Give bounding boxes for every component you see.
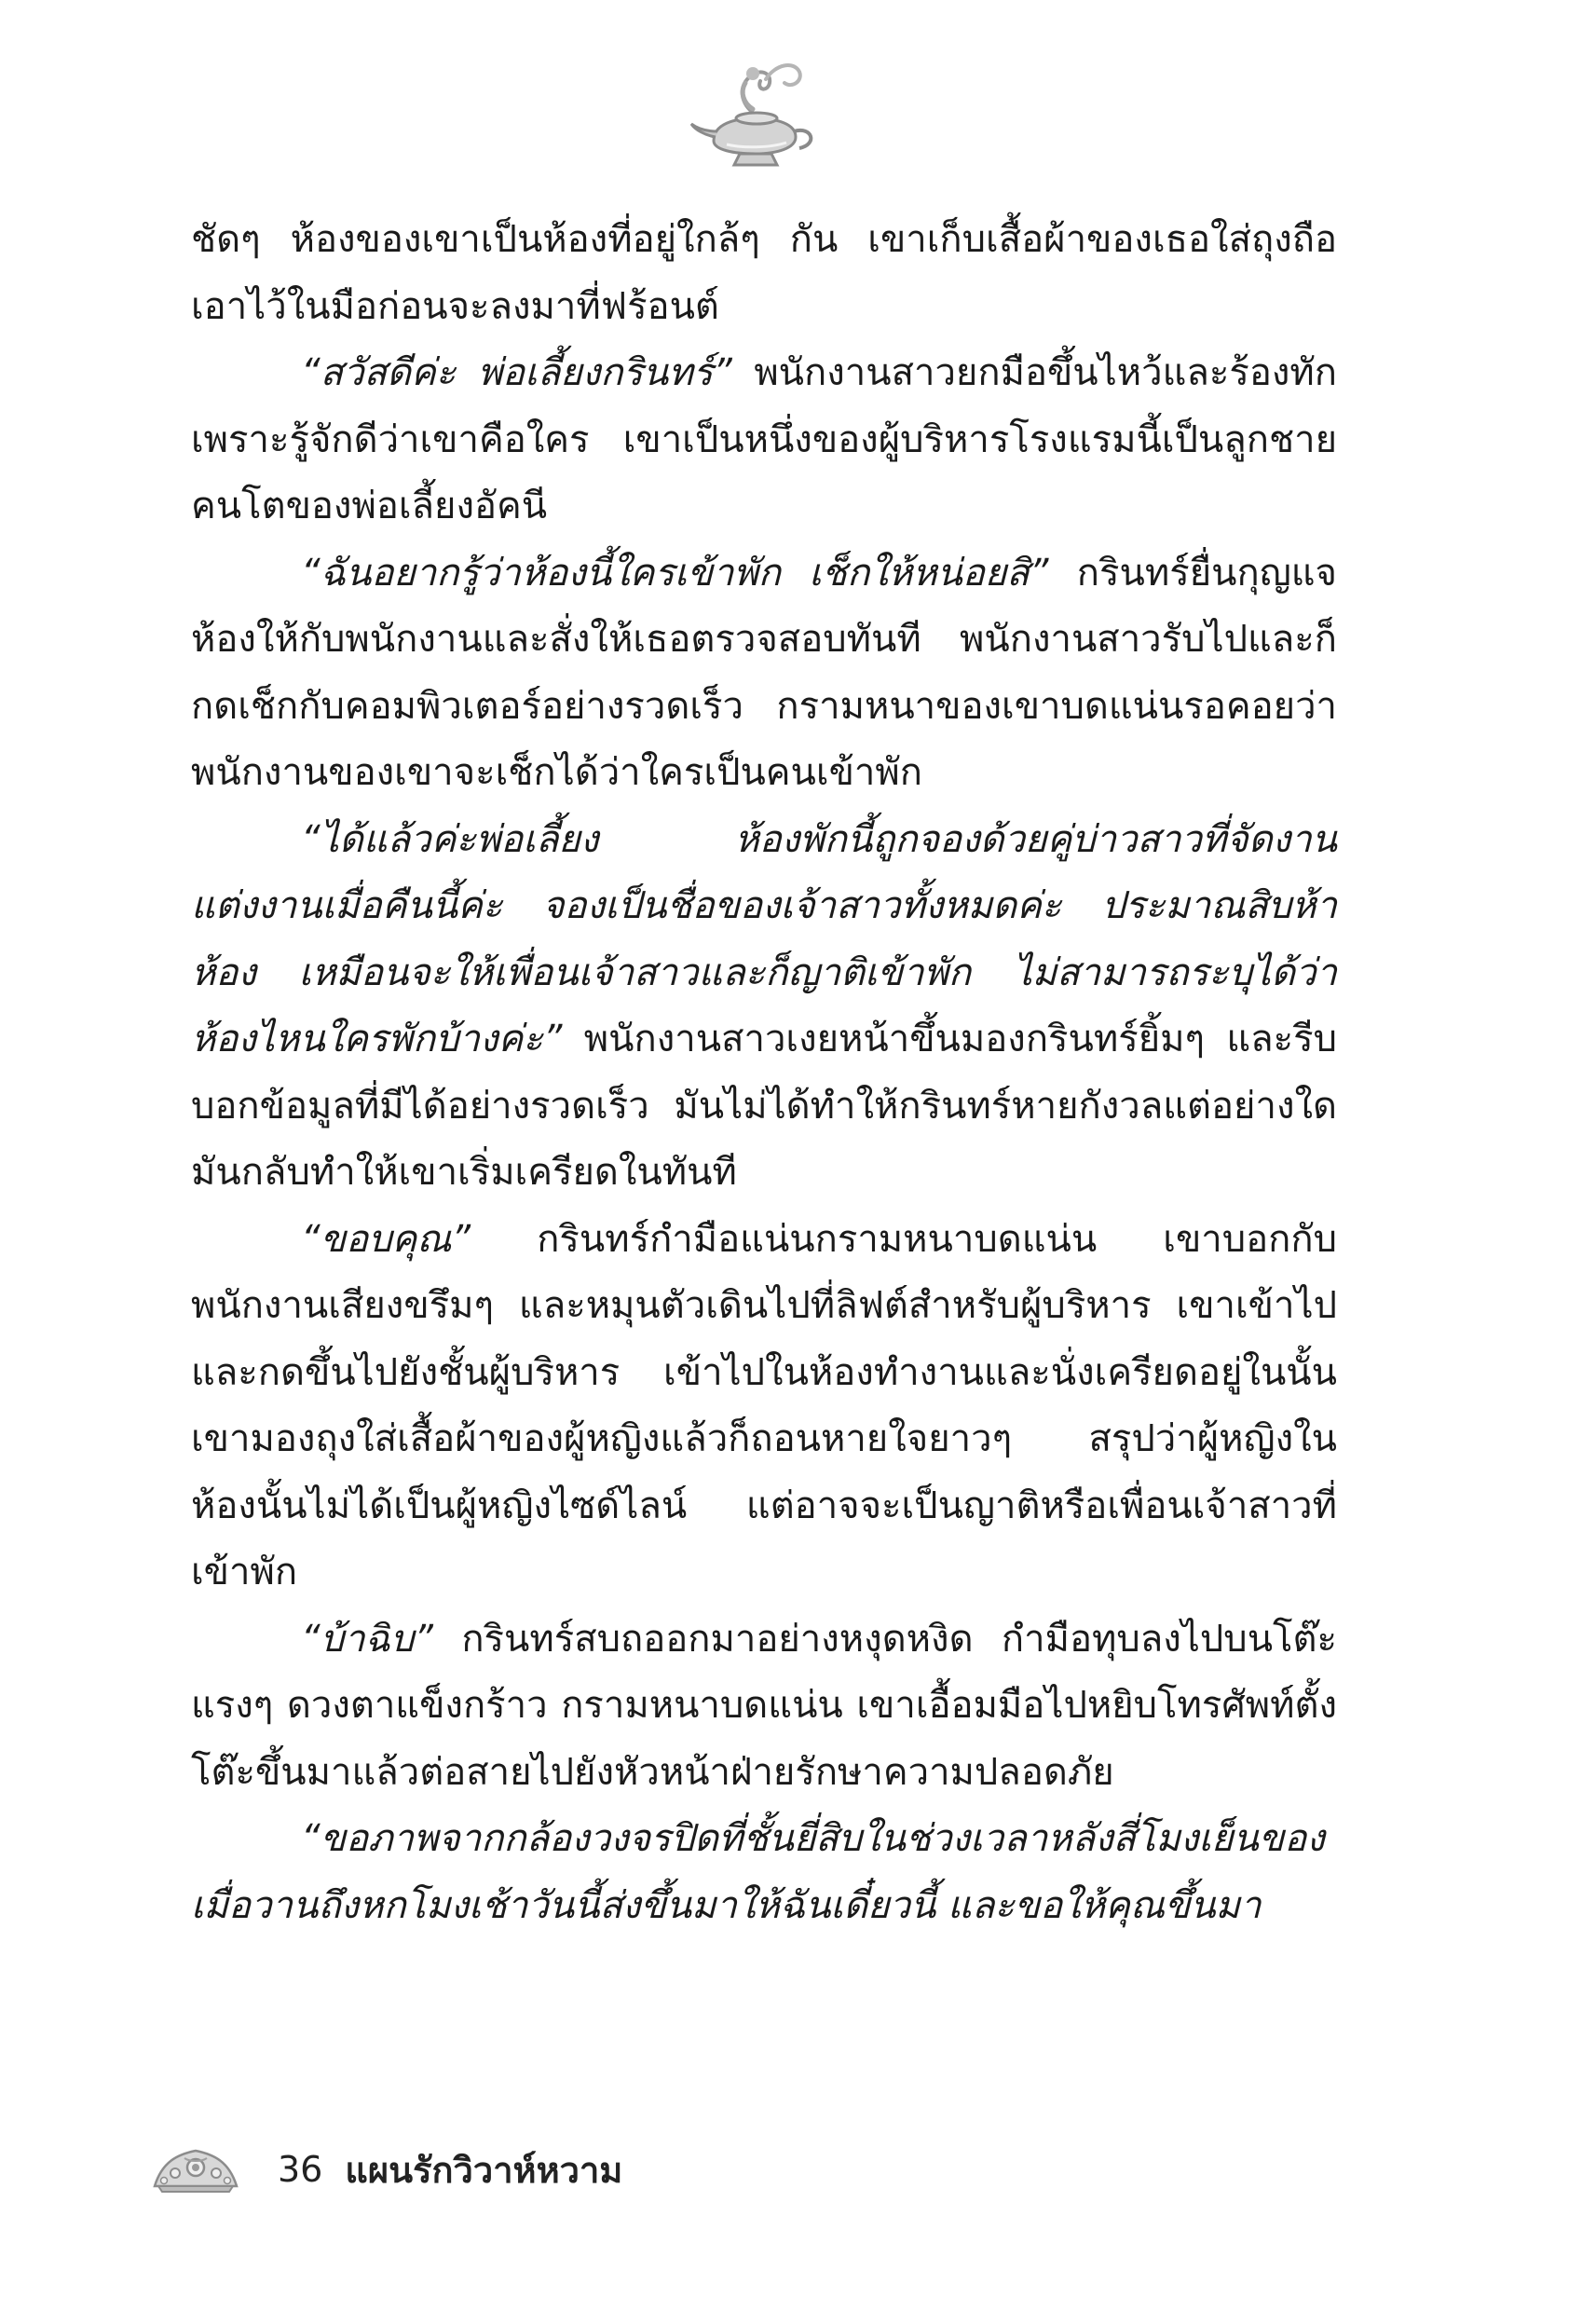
paragraph-text: ชัดๆ ห้องของเขาเป็นห้องที่อยู่ใกล้ๆ กัน เขาเก็บเสื้อผ้าของเธอใส่ถุงถือเอาไว้ในมือก่อนจะลงมาที่ฟร้อนต์ bbox=[191, 218, 1337, 328]
body-text bbox=[191, 207, 1337, 1939]
paragraph-text: พนักงานสาวยกมือขึ้นไหว้และร้องทัก เพราะรู้จักดีว่าเขาคือใคร เขาเป็นหนึ่งของผู้บริหารโรงแรมนี้เป็นลูกชายคนโตของพ่อเลี้ยงอัคนี bbox=[191, 351, 1337, 527]
dialogue-quote: “ขอบคุณ” bbox=[301, 1217, 471, 1261]
book-title: แผนรักวิวาห์หวาม bbox=[345, 2149, 623, 2191]
dialogue-quote: “ฉันอยากรู้ว่าห้องนี้ใครเข้าพัก เช็กให้หน่อยสิ” bbox=[301, 551, 1049, 595]
page-number: 36 bbox=[278, 2149, 323, 2190]
paragraph-6 bbox=[191, 1607, 1337, 1807]
paragraph-text: กรินทร์ยื่นกุญแจห้องให้กับพนักงานและสั่งให้เธอตรวจสอบทันที พนักงานสาวรับไปและก็กดเช็กกับคอมพิวเตอร์อย่างรวดเร็ว กรามหนาของเขาบดแน่นรอคอยว่าพนักงานของเขาจะเช็กได้ว่าใครเป็นคนเข้าพัก bbox=[191, 551, 1337, 794]
dialogue-quote: “ได้แล้วค่ะพ่อเลี้ยง ห้องพักนี้ถูกจองด้วยคู่บ่าวสาวที่จัดงานแต่งงานเมื่อคืนนี้ค่ะ จองเป็นชื่อของเจ้าสาวทั้งหมดค่ะ ประมาณสิบห้าห้อง เหมือนจะให้เพื่อนเจ้าสาวและก็ญาติเข้าพัก ไม่สามารถระบุได้ว่าห้องไหนใครพักบ้างค่ะ” bbox=[191, 817, 1337, 1060]
dialogue-quote: “ขอภาพจากกล้องวงจรปิดที่ชั้นยี่สิบในช่วงเวลาหลังสี่โมงเย็นของเมื่อวานถึงหกโมงเช้าวันนี้ส่งขึ้นมาให้ฉันเดี๋ยวนี้ และขอให้คุณขึ้นมา bbox=[191, 1817, 1325, 1927]
genie-lamp-icon bbox=[686, 51, 825, 172]
paragraph-text: พนักงานสาวเงยหน้าขึ้นมองกรินทร์ยิ้มๆ และรีบบอกข้อมูลที่มีได้อย่างรวดเร็ว มันไม่ได้ทำให้กรินทร์หายกังวลแต่อย่างใด มันกลับทำให้เขาเริ่มเครียดในทันที bbox=[191, 1018, 1337, 1194]
paragraph-2 bbox=[191, 340, 1337, 540]
paragraph-3 bbox=[191, 540, 1337, 807]
paragraph-5 bbox=[191, 1207, 1337, 1607]
paragraph-text: กรินทร์กำมือแน่นกรามหนาบดแน่น เขาบอกกับพนักงานเสียงขรึมๆ และหมุนตัวเดินไปที่ลิฟต์สำหรับผู้บริหาร เขาเข้าไปและกดขึ้นไปยังชั้นผู้บริหาร เข้าไปในห้องทำงานและนั่งเครียดอยู่ในนั้น เขามองถุงใส่เสื้อผ้าของผู้หญิงแล้วก็ถอนหายใจยาวๆ สรุปว่าผู้หญิงในห้องนั้นไม่ได้เป็นผู้หญิงไซด์ไลน์ แต่อาจจะเป็นญาติหรือเพื่อนเจ้าสาวที่เข้าพัก bbox=[191, 1217, 1337, 1593]
tiara-icon bbox=[149, 2143, 242, 2195]
dialogue-quote: “สวัสดีค่ะ พ่อเลี้ยงกรินทร์” bbox=[301, 351, 732, 394]
page-footer bbox=[149, 2141, 622, 2197]
paragraph-text: กรินทร์สบถออกมาอย่างหงุดหงิด กำมือทุบลงไปบนโต๊ะแรงๆ ดวงตาแข็งกร้าว กรามหนาบดแน่น เขาเอื้อมมือไปหยิบโทรศัพท์ตั้งโต๊ะขึ้นมาแล้วต่อสายไปยังหัวหน้าฝ่ายรักษาความปลอดภัย bbox=[191, 1617, 1337, 1794]
paragraph-4 bbox=[191, 807, 1337, 1207]
paragraph-7 bbox=[191, 1806, 1337, 1939]
paragraph-1 bbox=[191, 207, 1337, 340]
dialogue-quote: “บ้าฉิบ” bbox=[301, 1617, 433, 1661]
